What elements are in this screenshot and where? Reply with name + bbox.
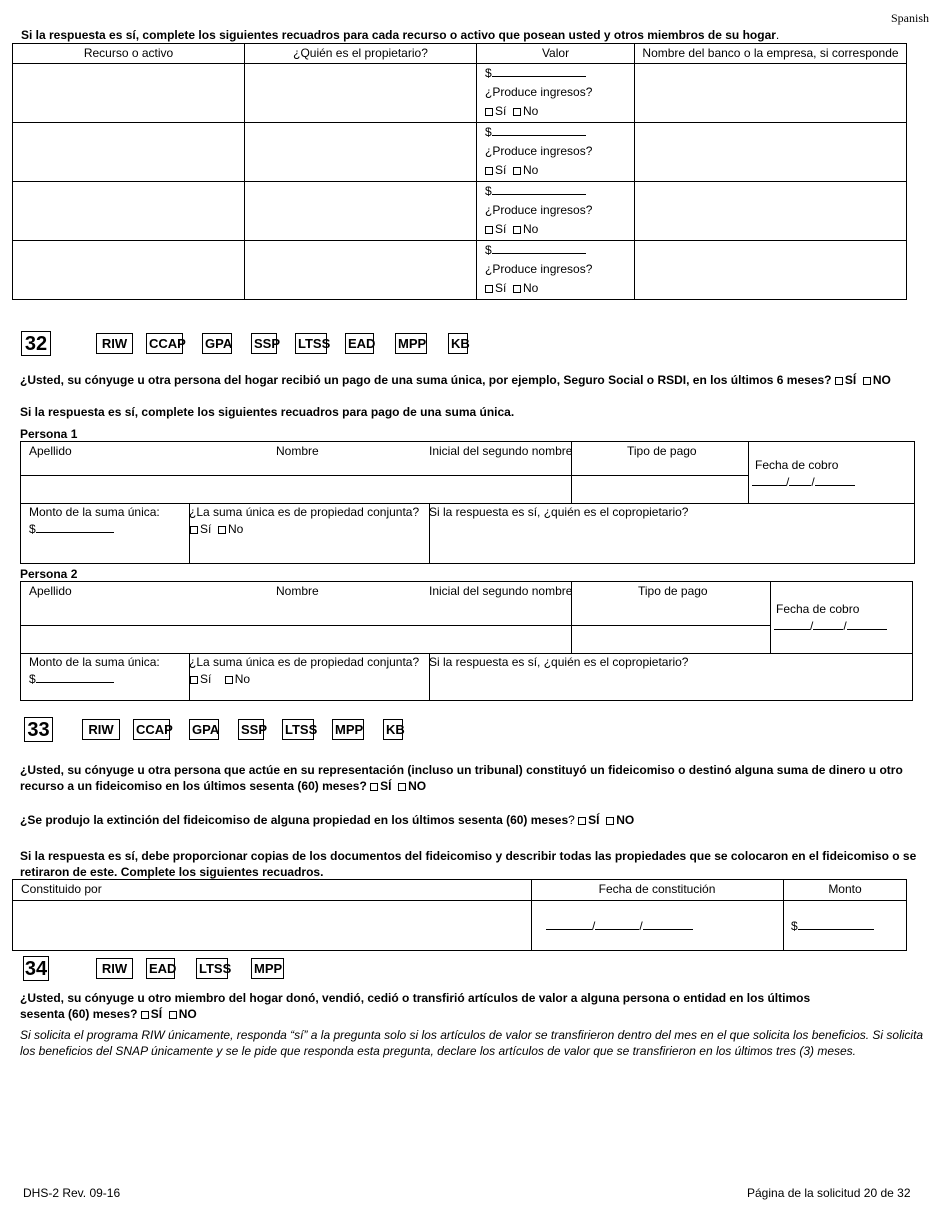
program-badge: LTSS <box>282 719 314 740</box>
value-cell: $ ¿Produce ingresos? Sí No <box>477 241 635 300</box>
program-badge: MPP <box>395 333 427 354</box>
resource-input[interactable] <box>13 241 245 300</box>
collection-date-input[interactable]: / / <box>752 475 855 489</box>
value-cell: $ ¿Produce ingresos? Sí No <box>477 123 635 182</box>
page-number: Página de la solicitud 20 de 32 <box>747 1186 911 1200</box>
surname-label: Apellido <box>29 584 72 598</box>
program-badge: RIW <box>82 719 120 740</box>
amount-label: Monto de la suma única: <box>29 655 160 669</box>
program-badge: GPA <box>189 719 219 740</box>
yes-checkbox[interactable] <box>578 817 586 825</box>
column-header: Valor <box>477 44 635 64</box>
no-checkbox[interactable] <box>513 226 521 234</box>
trust-amount-input[interactable]: $ <box>791 919 874 933</box>
question-number: 34 <box>24 958 48 980</box>
value-input[interactable] <box>492 253 586 254</box>
surname-label: Apellido <box>29 444 72 458</box>
no-checkbox[interactable] <box>513 108 521 116</box>
co-owner-label: Si la respuesta es sí, ¿quién es el copropietario? <box>429 505 689 519</box>
column-header: Recurso o activo <box>13 44 245 64</box>
name-input[interactable] <box>21 626 571 652</box>
no-checkbox[interactable] <box>606 817 614 825</box>
value-input[interactable] <box>492 135 586 136</box>
program-badge: CCAP <box>133 719 170 740</box>
program-badge: MPP <box>251 958 284 979</box>
yes-checkbox[interactable] <box>370 783 378 791</box>
value-cell: $ ¿Produce ingresos? Sí No <box>477 182 635 241</box>
middle-initial-label: Inicial del segundo nombre <box>429 584 573 598</box>
collection-date-label: Fecha de cobro <box>755 458 839 472</box>
person-title: Persona 1 <box>20 427 78 441</box>
no-checkbox[interactable] <box>863 377 871 385</box>
no-checkbox[interactable] <box>218 526 226 534</box>
no-checkbox[interactable] <box>398 783 406 791</box>
program-badge: KB <box>448 333 468 354</box>
amount-input[interactable]: $ <box>29 672 114 686</box>
program-badge: KB <box>383 719 403 740</box>
column-header: Monto <box>828 882 862 896</box>
owner-input[interactable] <box>245 64 477 123</box>
value-input[interactable] <box>492 76 586 77</box>
value-input[interactable] <box>492 194 586 195</box>
program-badge: RIW <box>96 958 133 979</box>
trust-table <box>12 879 907 951</box>
program-badge: CCAP <box>146 333 183 354</box>
resources-table <box>12 43 907 300</box>
collection-date-input[interactable]: / / <box>774 619 887 633</box>
transfer-note: Si solicita el programa RIW únicamente, responda “sí” a la pregunta solo si los artículos de valor se transfirieron dentro del mes en el que solicita los beneficios. Si solicita los beneficios del SNAP únicamente y se le pide que responda esta pregunta, declare los artículos de valor que se transfirieron en los últimos tres (3) meses. <box>20 1028 924 1058</box>
program-badge: GPA <box>202 333 232 354</box>
lump-sum-instruction: Si la respuesta es sí, complete los siguientes recuadros para pago de una suma única. <box>20 405 515 419</box>
program-badge: EAD <box>146 958 175 979</box>
yes-checkbox[interactable] <box>190 526 198 534</box>
yes-checkbox[interactable] <box>485 167 493 175</box>
yes-checkbox[interactable] <box>485 285 493 293</box>
payment-type-input[interactable] <box>572 476 747 502</box>
program-badge: LTSS <box>295 333 327 354</box>
name-input[interactable] <box>21 476 571 502</box>
owner-input[interactable] <box>245 123 477 182</box>
resources-instruction: Si la respuesta es sí, complete los siguientes recuadros para cada recurso o activo que posean usted y otros miembros de su hogar. <box>21 28 780 42</box>
trust-question: ¿Usted, su cónyuge u otra persona que actúe en su representación (incluso un tribunal) constituyó un fideicomiso o destinó alguna suma de dinero u otro recurso a un fideicomiso en los últimos sesenta (60) meses? SÍ NO <box>20 763 903 793</box>
name-label: Nombre <box>276 584 319 598</box>
amount-input[interactable]: $ <box>29 522 114 536</box>
program-badge: MPP <box>332 719 364 740</box>
form-id: DHS-2 Rev. 09-16 <box>23 1186 121 1200</box>
name-label: Nombre <box>276 444 319 458</box>
trust-termination-question: ¿Se produjo la extinción del fideicomiso de alguna propiedad en los últimos sesenta (60) meses? SÍ NO <box>20 813 635 827</box>
trust-instruction: Si la respuesta es sí, debe proporcionar copias de los documentos del fideicomiso y describir todas las propiedades que se colocaron en el fideicomiso o se retiraron de este. Complete los siguientes recuadros. <box>20 849 917 879</box>
payment-type-label: Tipo de pago <box>627 444 697 458</box>
no-checkbox[interactable] <box>513 285 521 293</box>
constituted-by-input[interactable] <box>13 901 530 949</box>
joint-ownership-options: Sí No <box>190 522 243 536</box>
payment-type-input[interactable] <box>572 626 769 652</box>
resource-input[interactable] <box>13 123 245 182</box>
program-badge: EAD <box>345 333 374 354</box>
no-checkbox[interactable] <box>225 676 233 684</box>
yes-checkbox[interactable] <box>141 1011 149 1019</box>
collection-date-label: Fecha de cobro <box>776 602 860 616</box>
transfer-question: ¿Usted, su cónyuge u otro miembro del hogar donó, vendió, cedió o transfirió artículos de valor a alguna persona o entidad en los últimos sesenta (60) meses? SÍ NO <box>20 991 811 1021</box>
no-checkbox[interactable] <box>513 167 521 175</box>
question-number: 33 <box>24 717 53 742</box>
lump-sum-question: ¿Usted, su cónyuge u otra persona del hogar recibió un pago de una suma única, por ejemplo, Seguro Social o RSDI, en los últimos 6 meses? SÍ NO <box>20 373 891 387</box>
joint-ownership-label: ¿La suma única es de propiedad conjunta? <box>189 655 420 669</box>
question-number: 32 <box>21 331 51 356</box>
bank-input[interactable] <box>635 64 907 123</box>
co-owner-label: Si la respuesta es sí, ¿quién es el copropietario? <box>429 655 689 669</box>
person-1-grid <box>20 441 915 564</box>
program-badge: SSP <box>238 719 264 740</box>
program-badge: SSP <box>251 333 277 354</box>
program-badge: LTSS <box>196 958 228 979</box>
value-cell: $ ¿Produce ingresos? Sí No <box>477 64 635 123</box>
amount-label: Monto de la suma única: <box>29 505 160 519</box>
payment-type-label: Tipo de pago <box>638 584 708 598</box>
bank-input[interactable] <box>635 123 907 182</box>
no-checkbox[interactable] <box>169 1011 177 1019</box>
joint-ownership-label: ¿La suma única es de propiedad conjunta? <box>189 505 420 519</box>
column-header: Nombre del banco o la empresa, si corresponde <box>635 44 907 64</box>
owner-input[interactable] <box>245 241 477 300</box>
bank-input[interactable] <box>635 182 907 241</box>
column-header: Fecha de constitución <box>598 882 716 896</box>
program-badge: RIW <box>96 333 133 354</box>
column-header: Constituido por <box>21 882 102 896</box>
person-2-grid <box>20 581 913 701</box>
yes-checkbox[interactable] <box>485 226 493 234</box>
column-header: ¿Quién es el propietario? <box>245 44 477 64</box>
owner-input[interactable] <box>245 182 477 241</box>
yes-checkbox[interactable] <box>485 108 493 116</box>
constitution-date-input[interactable]: / / <box>546 919 693 933</box>
resource-input[interactable] <box>13 64 245 123</box>
resource-input[interactable] <box>13 182 245 241</box>
yes-checkbox[interactable] <box>835 377 843 385</box>
language-label: Spanish <box>890 11 929 25</box>
bank-input[interactable] <box>635 241 907 300</box>
middle-initial-label: Inicial del segundo nombre <box>429 444 573 458</box>
yes-checkbox[interactable] <box>190 676 198 684</box>
joint-ownership-options: Sí No <box>190 672 250 686</box>
person-title: Persona 2 <box>20 567 78 581</box>
